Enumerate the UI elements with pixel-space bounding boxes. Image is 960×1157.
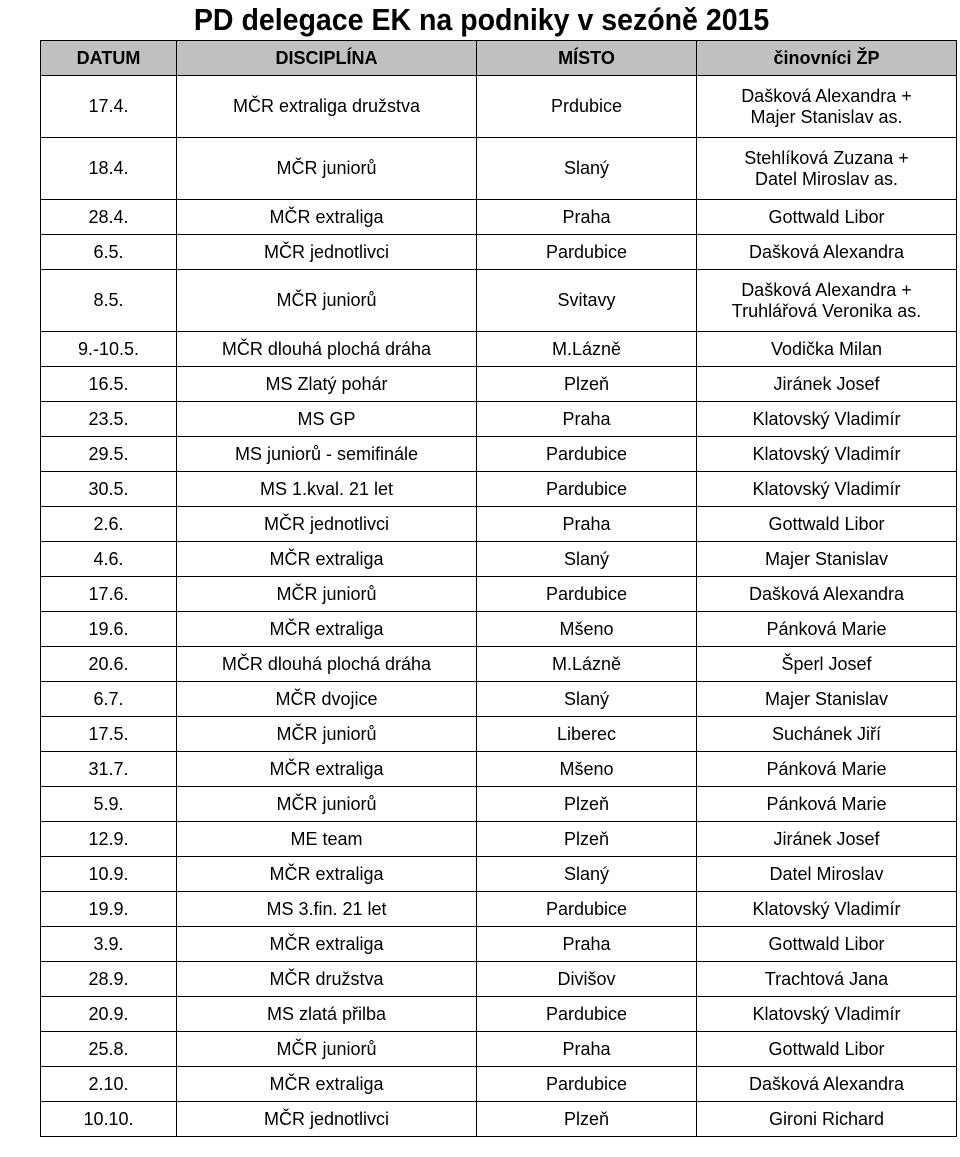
date-cell: 10.10. [41,1102,177,1137]
place-cell: M.Lázně [477,647,697,682]
table-row [41,962,957,997]
official-name: Gironi Richard [768,1108,885,1129]
table-row [41,1067,957,1102]
officials-cell [697,542,957,577]
official-name: Suchánek Jiří [771,723,882,744]
officials-cell [697,647,957,682]
table-row [41,235,957,270]
date-cell: 8.5. [41,270,177,332]
discipline-cell: MS Zlatý pohár [177,367,477,402]
table-row [41,437,957,472]
discipline-cell: MČR juniorů [177,1032,477,1067]
table-row [41,200,957,235]
table-row [41,507,957,542]
table-row [41,892,957,927]
date-cell: 6.7. [41,682,177,717]
officials-cell [697,402,957,437]
date-cell: 12.9. [41,822,177,857]
discipline-cell: MS zlatá přilba [177,997,477,1032]
officials-cell [697,892,957,927]
date-cell: 19.6. [41,612,177,647]
date-cell: 19.9. [41,892,177,927]
official-name: Dašková Alexandra [748,1073,905,1094]
schedule-body [41,76,957,1137]
table-row [41,857,957,892]
official-name: Klatovský Vladimír [752,898,901,919]
date-cell: 31.7. [41,752,177,787]
date-cell: 29.5. [41,437,177,472]
discipline-cell: MČR extraliga [177,542,477,577]
date-cell: 3.9. [41,927,177,962]
official-name: Truhlářová Veronika as. [731,300,922,321]
place-cell: Praha [477,200,697,235]
place-cell: Pardubice [477,577,697,612]
discipline-cell: MČR dlouhá plochá dráha [177,332,477,367]
discipline-cell: MČR extraliga [177,752,477,787]
official-name: Majer Stanislav [764,688,889,709]
officials-cell [697,332,957,367]
official-name: Klatovský Vladimír [752,478,901,499]
officials-cell [697,717,957,752]
officials-cell [697,577,957,612]
table-row [41,682,957,717]
date-cell: 30.5. [41,472,177,507]
place-cell: Pardubice [477,437,697,472]
column-header-discipline: DISCIPLÍNA [177,41,477,76]
table-row [41,927,957,962]
discipline-cell: MČR juniorů [177,270,477,332]
official-name: Dašková Alexandra [748,241,905,262]
place-cell: Pardubice [477,892,697,927]
officials-cell [697,997,957,1032]
place-cell: Slaný [477,682,697,717]
officials-cell [697,822,957,857]
table-row [41,332,957,367]
discipline-cell: MČR extraliga [177,612,477,647]
table-row [41,472,957,507]
officials-cell [697,76,957,138]
official-name: Majer Stanislav as. [750,106,903,127]
official-name: Klatovský Vladimír [752,408,901,429]
schedule-table [40,40,957,1137]
officials-cell [697,787,957,822]
discipline-cell: MČR družstva [177,962,477,997]
discipline-cell: MČR jednotlivci [177,507,477,542]
discipline-cell: MČR extraliga družstva [177,76,477,138]
official-name: Vodička Milan [770,338,883,359]
officials-cell [697,437,957,472]
officials-cell [697,752,957,787]
officials-cell [697,472,957,507]
place-cell: Praha [477,402,697,437]
date-cell: 17.5. [41,717,177,752]
date-cell: 2.6. [41,507,177,542]
discipline-cell: MČR extraliga [177,1067,477,1102]
discipline-cell: MČR juniorů [177,787,477,822]
table-row [41,1102,957,1137]
official-name: Datel Miroslav as. [754,168,899,189]
table-row [41,822,957,857]
table-row [41,717,957,752]
table-row [41,997,957,1032]
column-header-place: MÍSTO [477,41,697,76]
place-cell: Plzeň [477,367,697,402]
officials-cell [697,367,957,402]
place-cell: Slaný [477,542,697,577]
place-cell: Svitavy [477,270,697,332]
date-cell: 28.4. [41,200,177,235]
discipline-cell: MČR dlouhá plochá dráha [177,647,477,682]
place-cell: Pardubice [477,472,697,507]
officials-cell [697,200,957,235]
table-row [41,752,957,787]
place-cell: Liberec [477,717,697,752]
place-cell: Plzeň [477,822,697,857]
date-cell: 20.6. [41,647,177,682]
official-name: Trachtová Jana [764,968,889,989]
official-name: Dašková Alexandra + [741,279,912,300]
officials-cell [697,927,957,962]
table-row [41,787,957,822]
table-row [41,76,957,138]
place-cell: Plzeň [477,787,697,822]
official-name: Pánková Marie [766,618,887,639]
discipline-cell: MČR juniorů [177,717,477,752]
page-title: PD delegace EK na podniky v sezóně 2015 [193,2,770,37]
date-cell: 20.9. [41,997,177,1032]
discipline-cell: MČR juniorů [177,577,477,612]
place-cell: Praha [477,507,697,542]
official-name: Pánková Marie [766,793,887,814]
officials-cell [697,138,957,200]
discipline-cell: MČR extraliga [177,927,477,962]
officials-cell [697,507,957,542]
place-cell: Slaný [477,138,697,200]
official-name: Stehlíková Zuzana + [744,147,909,168]
date-cell: 4.6. [41,542,177,577]
place-cell: Pardubice [477,235,697,270]
place-cell: Prdubice [477,76,697,138]
table-row [41,612,957,647]
date-cell: 16.5. [41,367,177,402]
officials-cell [697,1102,957,1137]
officials-cell [697,962,957,997]
table-row [41,647,957,682]
header-row [41,41,957,76]
discipline-cell: MČR jednotlivci [177,1102,477,1137]
table-row [41,367,957,402]
discipline-cell: ME team [177,822,477,857]
date-cell: 18.4. [41,138,177,200]
place-cell: Praha [477,927,697,962]
official-name: Gottwald Libor [768,513,885,534]
place-cell: Divišov [477,962,697,997]
place-cell: Praha [477,1032,697,1067]
date-cell: 6.5. [41,235,177,270]
official-name: Dašková Alexandra + [741,85,912,106]
place-cell: Plzeň [477,1102,697,1137]
officials-cell [697,857,957,892]
official-name: Pánková Marie [766,758,887,779]
officials-cell [697,682,957,717]
discipline-cell: MS 1.kval. 21 let [177,472,477,507]
place-cell: Pardubice [477,997,697,1032]
date-cell: 10.9. [41,857,177,892]
officials-cell [697,612,957,647]
discipline-cell: MČR extraliga [177,857,477,892]
place-cell: M.Lázně [477,332,697,367]
officials-cell [697,235,957,270]
date-cell: 23.5. [41,402,177,437]
official-name: Šperl Josef [781,653,872,674]
discipline-cell: MČR jednotlivci [177,235,477,270]
discipline-cell: MČR dvojice [177,682,477,717]
place-cell: Mšeno [477,752,697,787]
date-cell: 17.4. [41,76,177,138]
table-row [41,270,957,332]
official-name: Jiránek Josef [773,828,880,849]
date-cell: 2.10. [41,1067,177,1102]
table-row [41,138,957,200]
official-name: Klatovský Vladimír [752,1003,901,1024]
date-cell: 5.9. [41,787,177,822]
official-name: Majer Stanislav [764,548,889,569]
official-name: Gottwald Libor [768,933,885,954]
officials-cell [697,270,957,332]
date-cell: 25.8. [41,1032,177,1067]
discipline-cell: MS 3.fin. 21 let [177,892,477,927]
table-row [41,402,957,437]
discipline-cell: MČR extraliga [177,200,477,235]
column-header-date: DATUM [41,41,177,76]
place-cell: Slaný [477,857,697,892]
official-name: Dašková Alexandra [748,583,905,604]
table-row [41,577,957,612]
official-name: Klatovský Vladimír [752,443,901,464]
discipline-cell: MS GP [177,402,477,437]
date-cell: 9.-10.5. [41,332,177,367]
discipline-cell: MS juniorů - semifinále [177,437,477,472]
official-name: Gottwald Libor [768,1038,885,1059]
date-cell: 28.9. [41,962,177,997]
table-row [41,1032,957,1067]
official-name: Jiránek Josef [773,373,880,394]
date-cell: 17.6. [41,577,177,612]
place-cell: Mšeno [477,612,697,647]
official-name: Gottwald Libor [768,206,885,227]
place-cell: Pardubice [477,1067,697,1102]
discipline-cell: MČR juniorů [177,138,477,200]
officials-cell [697,1032,957,1067]
table-row [41,542,957,577]
column-header-officials: činovníci ŽP [697,41,957,76]
official-name: Datel Miroslav [769,863,884,884]
officials-cell [697,1067,957,1102]
